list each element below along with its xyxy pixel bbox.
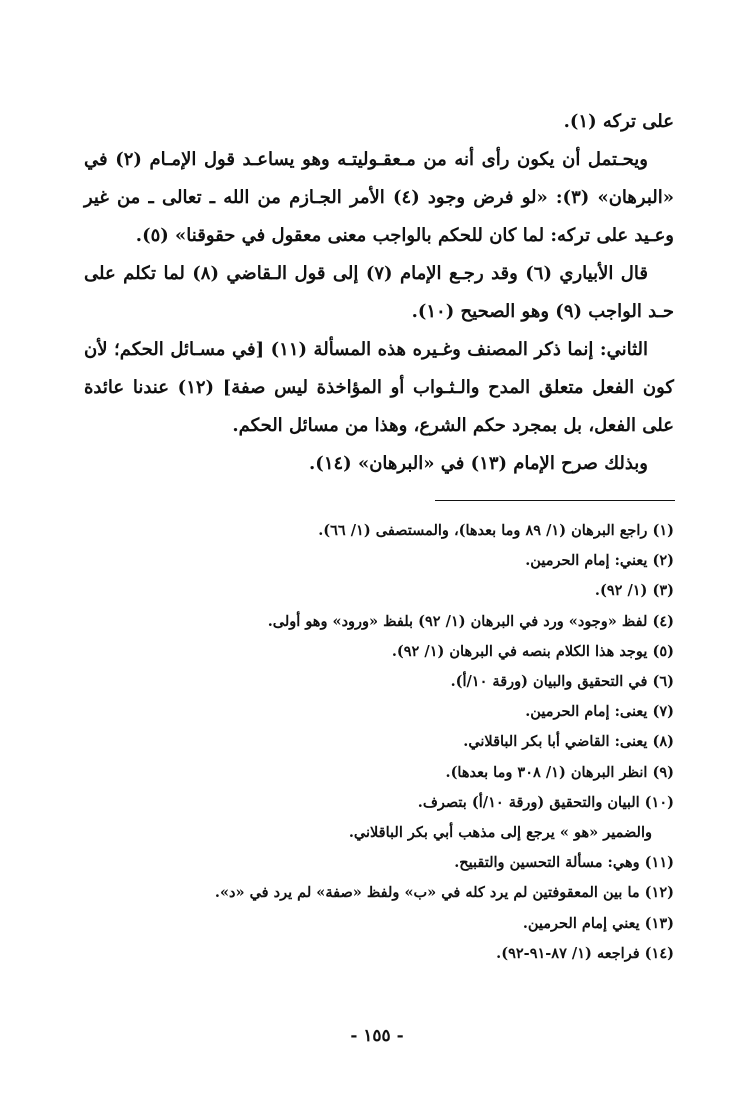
footnotes bbox=[84, 516, 674, 969]
footnote-8: (٨) يعنى: القاضي أبا بكر الباقلاني. bbox=[463, 733, 674, 751]
footnote-10-continuation: والضمير «هو » يرجع إلى مذهب أبي بكر الباقلاني. bbox=[348, 824, 652, 842]
footnote-13: (١٣) يعني إمام الحرمين. bbox=[522, 914, 674, 932]
paragraph-2: ويحـتمل أن يكون رأى أنه من مـعقـوليتـه وهو يساعـد قول الإمـام (٢) في «البرهان» (٣): «لو فرض وجود (٤) الأمر الجـازم من الله ـ تعالى ـ من غير وعـيد على تركه: لما كان للحكم بالواجب معنى معقول في حقوقنا» (٥). bbox=[84, 149, 674, 246]
footnote-1: (١) راجع البرهان (١/ ٨٩ وما بعدها)، والمستصفى (١/ ٦٦). bbox=[318, 522, 674, 539]
footnote-9: (٩) انظر البرهان (١/ ٣٠٨ وما بعدها). bbox=[445, 763, 674, 781]
footnote-4: (٤) لفظ «وجود» ورد في البرهان (١/ ٩٢) بلفظ «ورود» وهو أولى. bbox=[267, 612, 674, 630]
footnote-10: (١٠) البيان والتحقيق (ورقة ١٠/أ) بتصرف. bbox=[417, 793, 674, 811]
footnote-14: (١٤) فراجعه (١/ ٨٧-٩١-٩٢). bbox=[496, 944, 674, 962]
paragraph-3: قال الأبياري (٦) وقد رجـع الإمام (٧) إلى قول الـقاضي (٨) لما تكلم على حـد الواجب (٩) وهو الصحيح (١٠). bbox=[84, 263, 674, 322]
footnote-6: (٦) في التحقيق والبيان (ورقة ١٠/أ). bbox=[450, 673, 674, 691]
footnote-7: (٧) يعنى: إمام الحرمين. bbox=[525, 703, 674, 721]
footnote-2: (٢) يعني: إمام الحرمين. bbox=[525, 552, 674, 570]
footnote-5: (٥) يوجد هذا الكلام بنصه في البرهان (١/ ٩٢). bbox=[391, 642, 674, 660]
footnote-3: (٣) (١/ ٩٢). bbox=[594, 582, 674, 600]
footnote-11: (١١) وهي: مسألة التحسين والتقبيح. bbox=[454, 854, 674, 872]
page-number: - ١٥٥ - bbox=[350, 1026, 404, 1046]
paragraph-1: على تركه (١). bbox=[563, 111, 674, 132]
footnote-divider bbox=[435, 500, 675, 501]
main-text bbox=[84, 103, 674, 483]
footnote-12: (١٢) ما بين المعقوفتين لم يرد كله في «ب» ولفظ «صفة» لم يرد في «د». bbox=[214, 884, 674, 902]
paragraph-5: وبذلك صرح الإمام (١٣) في «البرهان» (١٤). bbox=[309, 453, 648, 474]
paragraph-4: الثاني: إنما ذكر المصنف وغـيره هذه المسألة (١١) [في مسـائل الحكم؛ لأن كون الفعل متعلق المدح والـثـواب أو المؤاخذة ليس صفة] (١٢) عندنا عائدة على الفعل، بل بمجرد حكم الشرع، وهذا من مسائل الحكم. bbox=[84, 339, 674, 436]
